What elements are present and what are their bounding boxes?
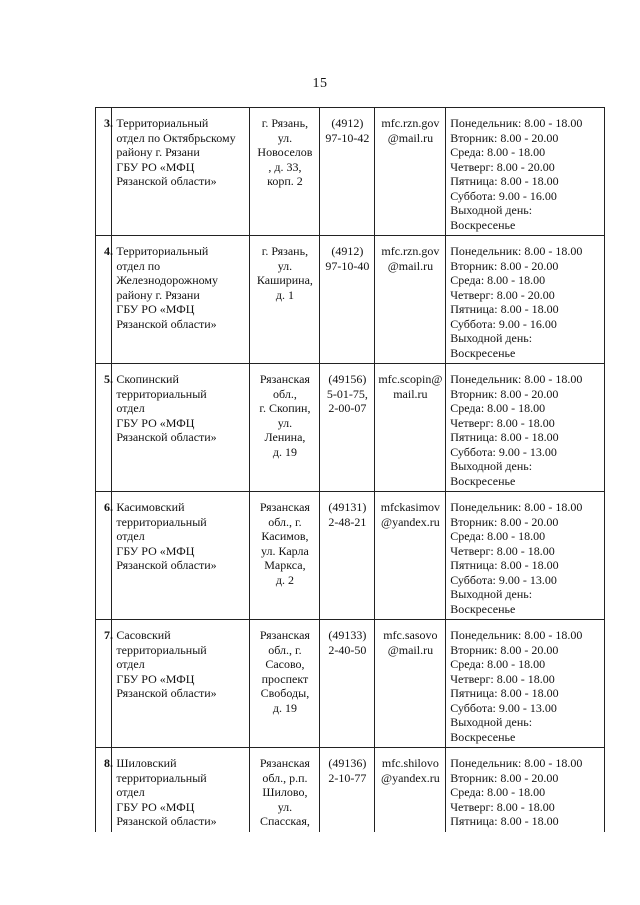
phone-line: (49136) xyxy=(328,756,367,770)
office-name-line: Территориальный xyxy=(116,116,209,130)
phone-line: (49133) xyxy=(328,628,367,642)
working-hours-line: Среда: 8.00 - 18.00 xyxy=(450,273,546,287)
email-line: mfc.rzn.gov xyxy=(381,116,440,130)
address-line: д. 19 xyxy=(272,700,297,715)
office-name-line: Касимовский xyxy=(116,500,185,514)
office-name-line: Шиловский xyxy=(116,756,177,770)
phone-line: 2-00-07 xyxy=(328,401,367,415)
working-hours-line: Вторник: 8.00 - 20.00 xyxy=(450,514,559,529)
address-line: Рязанская xyxy=(259,628,310,642)
working-hours-line: Вторник: 8.00 - 20.00 xyxy=(450,386,559,401)
working-hours-line: Среда: 8.00 - 18.00 xyxy=(450,785,546,799)
address-line: обл., г. xyxy=(268,514,302,529)
office-name-line: территориальный xyxy=(116,770,207,785)
table-row xyxy=(96,236,605,364)
working-hours-line: Вторник: 8.00 - 20.00 xyxy=(450,258,559,273)
address-cell xyxy=(249,108,320,236)
table-row xyxy=(96,748,605,832)
address-line: ул. Карла xyxy=(261,543,309,558)
working-hours-line: Суббота: 9.00 - 13.00 xyxy=(450,700,557,715)
phone-line: 97-10-40 xyxy=(325,258,370,273)
address-line: г. Рязань, xyxy=(261,244,309,258)
address-cell xyxy=(249,748,320,832)
working-hours-line: Суббота: 9.00 - 16.00 xyxy=(450,316,557,331)
working-hours-line: Понедельник: 8.00 - 18.00 xyxy=(450,756,583,770)
email-cell xyxy=(374,492,446,620)
phone-cell xyxy=(320,108,374,236)
address-line: Маркса, xyxy=(264,558,306,572)
working-hours-line: Воскресенье xyxy=(450,473,516,488)
address-line: г. Рязань, xyxy=(261,116,309,130)
working-hours-line: Четверг: 8.00 - 18.00 xyxy=(450,415,555,430)
working-hours-line: Понедельник: 8.00 - 18.00 xyxy=(450,628,583,642)
office-name-cell xyxy=(112,364,249,492)
working-hours-cell xyxy=(446,108,605,236)
email-cell xyxy=(374,364,446,492)
office-name-cell xyxy=(112,620,249,748)
working-hours-line: Четверг: 8.00 - 20.00 xyxy=(450,287,555,302)
email-cell xyxy=(374,236,446,364)
phone-line: 2-48-21 xyxy=(328,514,367,529)
office-name-line: Рязанской области» xyxy=(116,430,217,444)
table-row xyxy=(96,492,605,620)
page-number: 15 xyxy=(312,76,328,91)
working-hours-cell xyxy=(446,620,605,748)
address-line: Ленина, xyxy=(264,430,306,444)
address-cell xyxy=(249,364,320,492)
phone-line: 5-01-75, xyxy=(326,386,368,401)
working-hours-cell xyxy=(446,748,605,832)
working-hours-line: Среда: 8.00 - 18.00 xyxy=(450,529,546,543)
working-hours-line: Выходной день: xyxy=(450,587,533,601)
office-name-cell xyxy=(112,492,249,620)
email-line: mfc.scopin@ xyxy=(378,372,443,386)
working-hours-line: Суббота: 9.00 - 16.00 xyxy=(450,188,557,203)
working-hours-line: Выходной день: xyxy=(450,203,533,217)
email-line: mail.ru xyxy=(393,386,428,401)
office-name-line: отдел xyxy=(116,785,145,799)
address-cell xyxy=(249,236,320,364)
address-line: Каширина, xyxy=(256,273,313,287)
working-hours-line: Пятница: 8.00 - 18.00 xyxy=(450,174,559,188)
office-name-line: Рязанской области» xyxy=(116,174,217,188)
address-line: проспект xyxy=(261,671,309,686)
working-hours-line: Вторник: 8.00 - 20.00 xyxy=(450,770,559,785)
office-name-line: ГБУ РО «МФЦ xyxy=(116,543,195,558)
phone-line: 2-40-50 xyxy=(328,642,367,657)
office-name-line: ГБУ РО «МФЦ xyxy=(116,799,195,814)
row-number-cell: 6. xyxy=(96,492,112,620)
phone-line: 2-10-77 xyxy=(328,770,367,785)
email-line: @yandex.ru xyxy=(381,770,440,785)
office-name-cell xyxy=(112,748,249,832)
working-hours-line: Четверг: 8.00 - 18.00 xyxy=(450,799,555,814)
address-line: д. 1 xyxy=(275,287,294,302)
working-hours-line: Выходной день: xyxy=(450,715,533,729)
working-hours-line: Воскресенье xyxy=(450,345,516,360)
email-cell xyxy=(374,108,446,236)
office-name-line: ГБУ РО «МФЦ xyxy=(116,302,195,316)
working-hours-line: Четверг: 8.00 - 18.00 xyxy=(450,671,555,686)
office-name-line: ГБУ РО «МФЦ xyxy=(116,671,195,686)
working-hours-cell xyxy=(446,492,605,620)
working-hours-line: Выходной день: xyxy=(450,459,533,473)
email-line: @mail.ru xyxy=(387,258,434,273)
email-line: @mail.ru xyxy=(387,130,434,145)
working-hours-line: Воскресенье xyxy=(450,729,516,744)
working-hours-line: Пятница: 8.00 - 18.00 xyxy=(450,814,559,828)
email-line: mfckasimov xyxy=(380,500,441,514)
working-hours-line: Среда: 8.00 - 18.00 xyxy=(450,657,546,671)
working-hours-line: Суббота: 9.00 - 13.00 xyxy=(450,444,557,459)
working-hours-line: Пятница: 8.00 - 18.00 xyxy=(450,302,559,316)
email-line: mfc.rzn.gov xyxy=(381,244,440,258)
address-line: Сасово, xyxy=(265,657,305,671)
working-hours-line: Среда: 8.00 - 18.00 xyxy=(450,401,546,415)
working-hours-line: Пятница: 8.00 - 18.00 xyxy=(450,558,559,572)
address-line: Рязанская xyxy=(259,500,310,514)
address-line: ул. xyxy=(277,415,293,430)
working-hours-line: Понедельник: 8.00 - 18.00 xyxy=(450,116,583,130)
phone-line: (49156) xyxy=(328,372,367,386)
working-hours-line: Вторник: 8.00 - 20.00 xyxy=(450,130,559,145)
phone-line: (4912) xyxy=(331,116,364,130)
address-line: д. 2 xyxy=(275,572,294,587)
row-number-cell: 7. xyxy=(96,620,112,748)
phone-cell xyxy=(320,748,374,832)
phone-line: 97-10-42 xyxy=(325,130,370,145)
address-line: Новоселов xyxy=(257,145,313,159)
email-line: mfc.sasovo xyxy=(383,628,438,642)
office-name-line: отдел xyxy=(116,529,145,543)
office-name-cell xyxy=(112,236,249,364)
office-name-line: Скопинский xyxy=(116,372,179,386)
working-hours-line: Понедельник: 8.00 - 18.00 xyxy=(450,244,583,258)
email-line: mfc.shilovo xyxy=(381,756,439,770)
row-number-cell: 4. xyxy=(96,236,112,364)
office-name-line: отдел xyxy=(116,401,145,415)
address-line: корп. 2 xyxy=(267,174,303,188)
email-line: @yandex.ru xyxy=(381,514,440,529)
working-hours-line: Четверг: 8.00 - 18.00 xyxy=(450,543,555,558)
email-line: @mail.ru xyxy=(387,642,434,657)
working-hours-line: Пятница: 8.00 - 18.00 xyxy=(450,686,559,700)
address-line: д. 19 xyxy=(272,444,297,459)
office-name-line: отдел по Октябрьскому xyxy=(116,130,236,145)
office-name-line: территориальный xyxy=(116,386,207,401)
table-row xyxy=(96,108,605,236)
phone-cell xyxy=(320,236,374,364)
phone-cell xyxy=(320,492,374,620)
working-hours-line: Воскресенье xyxy=(450,217,516,232)
office-name-cell xyxy=(112,108,249,236)
table-row xyxy=(96,364,605,492)
working-hours-line: Понедельник: 8.00 - 18.00 xyxy=(450,372,583,386)
address-line: Шилово, xyxy=(262,785,308,799)
office-name-line: отдел по xyxy=(116,258,161,273)
phone-cell xyxy=(320,364,374,492)
office-name-line: Территориальный xyxy=(116,244,209,258)
phone-line: (4912) xyxy=(331,244,364,258)
working-hours-line: Вторник: 8.00 - 20.00 xyxy=(450,642,559,657)
office-name-line: ГБУ РО «МФЦ xyxy=(116,415,195,430)
address-line: ул. xyxy=(277,130,293,145)
address-line: обл., г. xyxy=(268,642,302,657)
office-name-line: району г. Рязани xyxy=(116,287,200,302)
office-name-line: территориальный xyxy=(116,514,207,529)
row-number-cell: 3. xyxy=(96,108,112,236)
address-line: ул. xyxy=(277,799,293,814)
address-line: , д. 33, xyxy=(268,159,302,174)
office-name-line: Рязанской области» xyxy=(116,686,217,700)
office-name-line: территориальный xyxy=(116,642,207,657)
office-name-line: Рязанской области» xyxy=(116,316,217,331)
address-line: обл., р.п. xyxy=(262,770,308,785)
address-line: Спасская, xyxy=(259,814,310,828)
address-line: Рязанская xyxy=(259,756,310,770)
office-name-line: району г. Рязани xyxy=(116,145,200,159)
office-name-line: ГБУ РО «МФЦ xyxy=(116,159,195,174)
phone-line: (49131) xyxy=(328,500,367,514)
address-line: ул. xyxy=(277,258,293,273)
address-cell xyxy=(249,492,320,620)
address-cell xyxy=(249,620,320,748)
row-number-cell: 5. xyxy=(96,364,112,492)
address-line: Свободы, xyxy=(260,686,310,700)
office-name-line: отдел xyxy=(116,657,145,671)
address-line: Рязанская xyxy=(259,372,310,386)
office-name-line: Сасовский xyxy=(116,628,171,642)
working-hours-line: Выходной день: xyxy=(450,331,533,345)
phone-cell xyxy=(320,620,374,748)
address-line: г. Скопин, xyxy=(259,401,311,415)
email-cell xyxy=(374,620,446,748)
mfc-offices-table xyxy=(95,107,605,832)
address-line: Касимов, xyxy=(261,529,309,543)
working-hours-line: Среда: 8.00 - 18.00 xyxy=(450,145,546,159)
address-line: обл., xyxy=(273,386,297,401)
working-hours-line: Четверг: 8.00 - 20.00 xyxy=(450,159,555,174)
row-number-cell: 8. xyxy=(96,748,112,832)
email-cell xyxy=(374,748,446,832)
working-hours-cell xyxy=(446,364,605,492)
office-name-line: Железнодорожному xyxy=(116,273,219,287)
working-hours-line: Понедельник: 8.00 - 18.00 xyxy=(450,500,583,514)
working-hours-line: Суббота: 9.00 - 13.00 xyxy=(450,572,557,587)
working-hours-line: Воскресенье xyxy=(450,601,516,616)
working-hours-cell xyxy=(446,236,605,364)
office-name-line: Рязанской области» xyxy=(116,814,217,828)
table-row xyxy=(96,620,605,748)
office-name-line: Рязанской области» xyxy=(116,558,217,572)
working-hours-line: Пятница: 8.00 - 18.00 xyxy=(450,430,559,444)
